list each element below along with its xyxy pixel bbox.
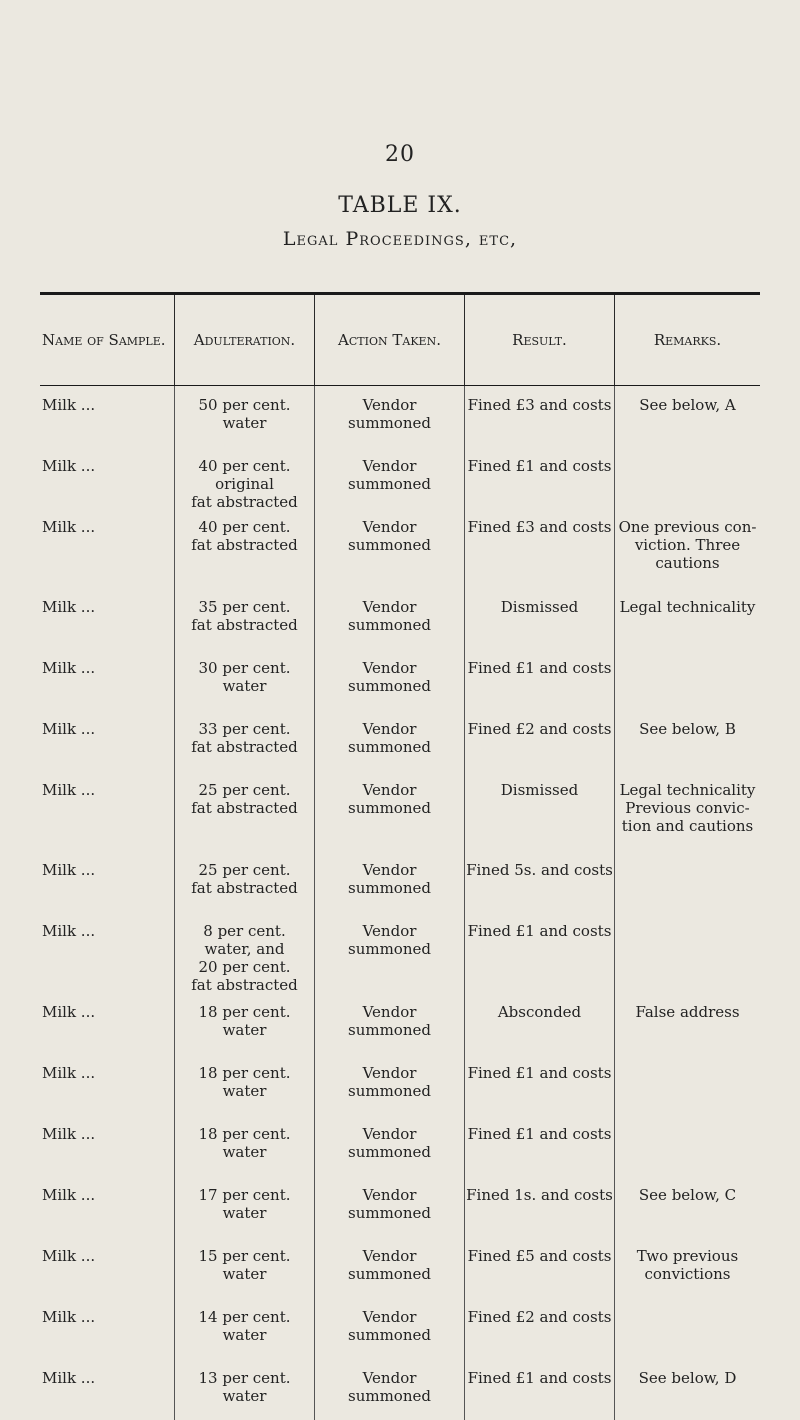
remarks-cell: See below, B — [639, 720, 736, 738]
result-cell: Fined £5 and costs — [465, 1237, 615, 1298]
sample-name-cell: Milk ... — [40, 851, 175, 912]
adulteration-cell: 18 per cent. water — [175, 993, 315, 1054]
result-cell: Fined £1 and costs — [465, 1359, 615, 1420]
result-cell: Fined £2 and costs — [465, 1298, 615, 1359]
sample-name-cell: Milk ... — [40, 912, 175, 993]
result-cell: Fined £3 and costs — [465, 386, 615, 447]
action-cell: Vendor summoned — [315, 912, 465, 993]
adulteration-cell: 14 per cent. water — [175, 1298, 315, 1359]
sample-name-cell: Milk ... — [40, 1237, 175, 1298]
sample-name-cell: Milk ... — [40, 1298, 175, 1359]
remarks-cell: See below, A — [639, 396, 736, 414]
result-cell: Dismissed — [465, 771, 615, 851]
remarks-cell — [615, 1054, 760, 1115]
remarks-cell: Legal technicality — [619, 598, 756, 616]
result-cell: Fined £3 and costs — [465, 508, 615, 588]
adulteration-cell: 25 per cent. fat abstracted — [175, 851, 315, 912]
adulteration-cell: 18 per cent. water — [175, 1115, 315, 1176]
action-cell: Vendor summoned — [315, 508, 465, 588]
remarks-cell — [615, 447, 760, 508]
result-cell: Fined 1s. and costs — [465, 1176, 615, 1237]
action-cell: Vendor summoned — [315, 447, 465, 508]
table-header — [40, 295, 760, 385]
action-cell: Vendor summoned — [315, 1359, 465, 1420]
result-cell: Fined £1 and costs — [465, 912, 615, 993]
sample-name-cell: Milk ... — [40, 710, 175, 771]
action-cell: Vendor summoned — [315, 1298, 465, 1359]
header-name-of-sample: Name of Sample. — [40, 295, 175, 385]
table-subtitle: Legal Proceedings, etc, — [282, 228, 518, 250]
result-cell: Fined £2 and costs — [465, 710, 615, 771]
remarks-cell: Two previous convictions — [636, 1247, 739, 1283]
header-adulteration: Adulteration. — [175, 295, 315, 385]
remarks-cell — [615, 1115, 760, 1176]
remarks-cell: One previous con- viction. Three cautions — [618, 518, 757, 572]
adulteration-cell: 30 per cent. water — [175, 649, 315, 710]
adulteration-cell: 40 per cent. fat abstracted — [175, 508, 315, 588]
adulteration-cell: 13 per cent. water — [175, 1359, 315, 1420]
remarks-cell — [615, 851, 760, 912]
header-result: Result. — [465, 295, 615, 385]
action-cell: Vendor summoned — [315, 588, 465, 649]
remarks-cell: Legal technicality Previous convic- tion and cautions — [619, 781, 756, 835]
result-cell: Fined 5s. and costs — [465, 851, 615, 912]
sample-name-cell: Milk ... — [40, 1115, 175, 1176]
action-cell: Vendor summoned — [315, 851, 465, 912]
action-cell: Vendor summoned — [315, 1237, 465, 1298]
action-cell: Vendor summoned — [315, 771, 465, 851]
table-title: TABLE IX. — [338, 193, 462, 218]
table-body — [40, 386, 760, 1420]
adulteration-cell: 8 per cent. water, and 20 per cent. fat abstracted — [175, 912, 315, 993]
legal-proceedings-table — [40, 292, 760, 1420]
adulteration-cell: 35 per cent. fat abstracted — [175, 588, 315, 649]
result-cell: Dismissed — [465, 588, 615, 649]
action-cell: Vendor summoned — [315, 710, 465, 771]
sample-name-cell: Milk ... — [40, 508, 175, 588]
action-cell: Vendor summoned — [315, 1054, 465, 1115]
result-cell: Fined £1 and costs — [465, 649, 615, 710]
remarks-cell — [615, 1298, 760, 1359]
adulteration-cell: 50 per cent. water — [175, 386, 315, 447]
action-cell: Vendor summoned — [315, 1176, 465, 1237]
remarks-cell — [615, 912, 760, 993]
sample-name-cell: Milk ... — [40, 649, 175, 710]
sample-name-cell: Milk ... — [40, 447, 175, 508]
header-action-taken: Action Taken. — [315, 295, 465, 385]
sample-name-cell: Milk ... — [40, 1054, 175, 1115]
remarks-cell: See below, C — [638, 1186, 737, 1204]
page-number: 20 — [385, 142, 415, 167]
remarks-cell: False address — [635, 1003, 740, 1021]
adulteration-cell: 25 per cent. fat abstracted — [175, 771, 315, 851]
action-cell: Vendor summoned — [315, 649, 465, 710]
result-cell: Fined £1 and costs — [465, 447, 615, 508]
result-cell: Absconded — [465, 993, 615, 1054]
sample-name-cell: Milk ... — [40, 1176, 175, 1237]
remarks-cell — [615, 649, 760, 710]
adulteration-cell: 33 per cent. fat abstracted — [175, 710, 315, 771]
sample-name-cell: Milk ... — [40, 771, 175, 851]
action-cell: Vendor summoned — [315, 993, 465, 1054]
sample-name-cell: Milk ... — [40, 588, 175, 649]
result-cell: Fined £1 and costs — [465, 1054, 615, 1115]
adulteration-cell: 18 per cent. water — [175, 1054, 315, 1115]
sample-name-cell: Milk ... — [40, 1359, 175, 1420]
header-remarks: Remarks. — [653, 330, 722, 349]
action-cell: Vendor summoned — [315, 386, 465, 447]
adulteration-cell: 15 per cent. water — [175, 1237, 315, 1298]
result-cell: Fined £1 and costs — [465, 1115, 615, 1176]
sample-name-cell: Milk ... — [40, 993, 175, 1054]
remarks-cell: See below, D — [638, 1369, 737, 1387]
adulteration-cell: 40 per cent. original fat abstracted — [175, 447, 315, 508]
sample-name-cell: Milk ... — [40, 386, 175, 447]
adulteration-cell: 17 per cent. water — [175, 1176, 315, 1237]
action-cell: Vendor summoned — [315, 1115, 465, 1176]
